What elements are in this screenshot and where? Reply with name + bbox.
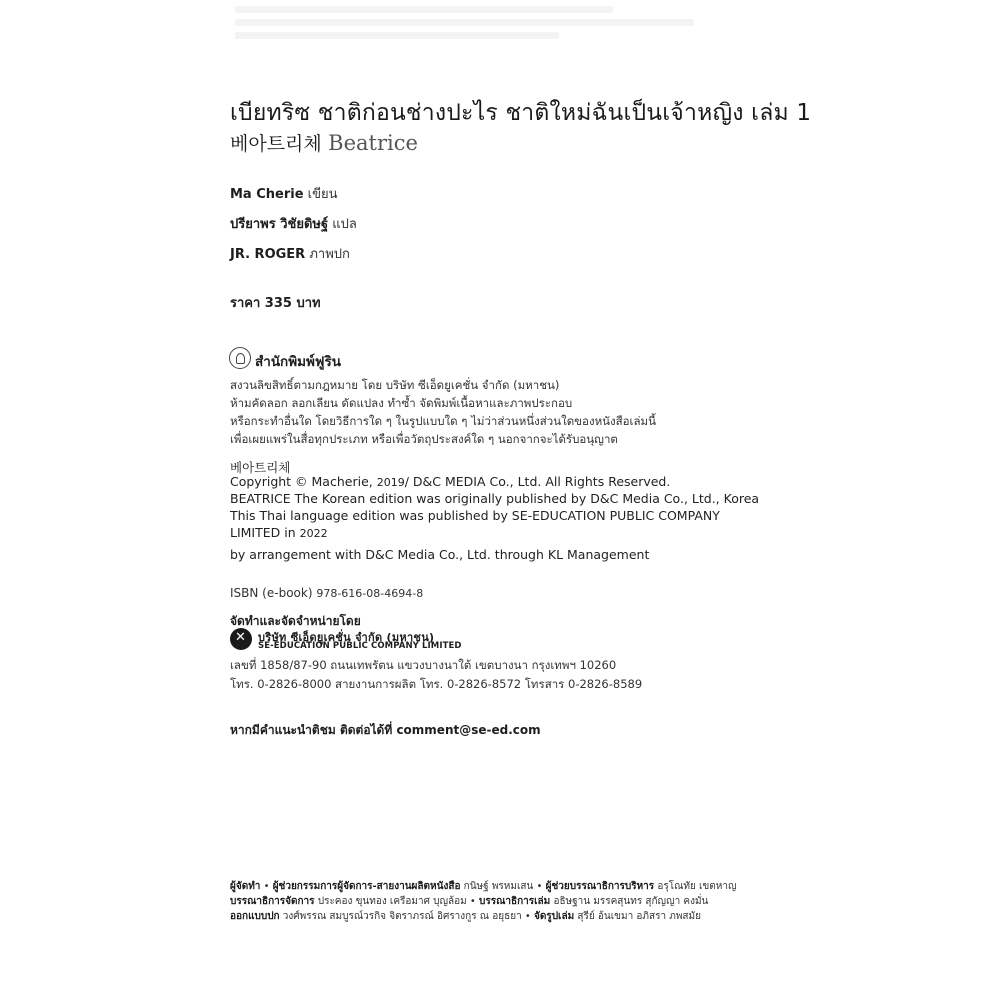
translator-name: ปรียาพร วิชัยดิษฐ์ <box>230 217 329 232</box>
book-title: เบียทริซ ชาติก่อนช่างปะไร ชาติใหม่ฉันเป็นเจ้าหญิง เล่ม 1 <box>230 100 812 126</box>
staff-role: ผู้ช่วยบรรณาธิการบริหาร <box>545 881 655 892</box>
bleed-through <box>235 0 775 46</box>
credit-translator <box>230 213 357 234</box>
author-role: เขียน <box>307 187 338 202</box>
staff-name: อธิษฐาน มรรคสุนทร สุกัญญา คงมั่น <box>553 896 709 907</box>
company-phone: โทร. 0-2826-8000 สายงานการผลิต โทร. 0-2826-8572 โทรสาร 0-2826-8589 <box>230 677 643 691</box>
credit-author <box>230 183 338 204</box>
staff-role: บรรณาธิการจัดการ <box>230 896 315 907</box>
isbn-number: 978-616-08-4694-8 <box>316 587 424 600</box>
staff-name: กนิษฐ์ พรหมเสน <box>463 881 534 892</box>
legal-line: เพื่อเผยแพร่ในสื่อทุกประเภท หรือเพื่อวัตถุประสงค์ใด ๆ นอกจากจะได้รับอนุญาต <box>230 432 618 446</box>
copyright-year: 2019 <box>376 476 405 489</box>
illustrator-role: ภาพปก <box>309 247 350 262</box>
isbn-label: ISBN (e-book) <box>230 586 313 600</box>
staff-name: ประคอง ขุนทอง เครือมาศ บุญล้อม <box>317 896 467 907</box>
distribution-label: จัดทำและจัดจำหน่ายโดย <box>230 614 361 628</box>
limited-year: 2022 <box>299 527 328 540</box>
edition-line: BEATRICE The Korean edition was originally published by D&C Media Co., Ltd., Korea <box>230 491 760 506</box>
staff-role: บรรณาธิการเล่ม <box>478 896 551 907</box>
se-ed-logo-icon <box>230 628 252 650</box>
copyright-post: / D&C MEDIA Co., Ltd. All Rights Reserved. <box>404 474 671 489</box>
staff-name: อรุโณทัย เขตหาญ <box>657 881 737 892</box>
arrangement-line: by arrangement with D&C Media Co., Ltd. through KL Management <box>230 547 650 562</box>
staff-role: ผู้จัดทำ <box>230 881 261 892</box>
credit-illustrator <box>230 243 350 264</box>
contact-line: หากมีคำแนะนำติชม ติดต่อได้ที่ comment@se-ed.com <box>230 723 541 737</box>
staff-name: สุรีย์ อ้นเขมา อภิสรา ภพสมัย <box>577 911 701 922</box>
staff-role: ออกแบบปก <box>230 911 280 922</box>
publisher-name: สำนักพิมพ์ฟูริน <box>255 354 341 370</box>
company-name-thai: บริษัท ซีเอ็ดยูเคชั่น จำกัด (มหาชน) <box>258 631 435 644</box>
legal-line: ห้ามคัดลอก ลอกเลียน ดัดแปลง ทำซ้ำ จัดพิมพ์เนื้อหาและภาพประกอบ <box>230 396 573 410</box>
original-title-korean: 베아트리체 <box>230 460 291 475</box>
limited-pre: LIMITED in <box>230 525 300 540</box>
subtitle-korean: 베아트리체 <box>230 133 322 155</box>
edition-line: This Thai language edition was published by SE-EDUCATION PUBLIC COMPANY <box>230 508 720 523</box>
company-address: เลขที่ 1858/87-90 ถนนเทพรัตน แขวงบางนาใต้ เขตบางนา กรุงเทพฯ 10260 <box>230 658 617 672</box>
publisher-logo-icon <box>229 347 251 369</box>
staff-role: จัดรูปเล่ม <box>533 911 575 922</box>
translator-role: แปล <box>332 217 357 232</box>
staff-role: ผู้ช่วยกรรมการผู้จัดการ-สายงานผลิตหนังสือ <box>272 881 461 892</box>
isbn <box>230 586 423 600</box>
limited-line <box>230 525 328 540</box>
staff-line: ผู้จัดทำ • ผู้ช่วยกรรมการผู้จัดการ-สายงานผลิตหนังสือ กนิษฐ์ พรหมเสน • ผู้ช่วยบรรณาธิการบริหาร อรุโณทัย เขตหาญ <box>230 881 737 892</box>
company-name-english: SE-EDUCATION PUBLIC COMPANY LIMITED <box>258 641 462 651</box>
price: ราคา 335 บาท <box>230 296 321 311</box>
illustrator-name: JR. ROGER <box>230 247 306 262</box>
staff-line: ออกแบบปก วงศ์พรรณ สมบูรณ์วรกิจ จิตราภรณ์ อิศรางกูร ณ อยุธยา • จัดรูปเล่ม สุรีย์ อ้นเขมา อภิสรา ภพสมัย <box>230 911 701 922</box>
subtitle-english: Beatrice <box>328 131 418 155</box>
copyright-pre: Copyright © Macherie, <box>230 474 377 489</box>
staff-line: บรรณาธิการจัดการ ประคอง ขุนทอง เครือมาศ บุญล้อม • บรรณาธิการเล่ม อธิษฐาน มรรคสุนทร สุกัญญา คงมั่น <box>230 896 709 907</box>
legal-line: สงวนลิขสิทธิ์ตามกฎหมาย โดย บริษัท ซีเอ็ดยูเคชั่น จำกัด (มหาชน) <box>230 378 560 392</box>
author-name: Ma Cherie <box>230 187 304 202</box>
staff-name: วงศ์พรรณ สมบูรณ์วรกิจ จิตราภรณ์ อิศรางกูร ณ อยุธยา <box>282 911 522 922</box>
book-subtitle <box>230 129 418 156</box>
copyright-line <box>230 474 670 489</box>
legal-line: หรือกระทำอื่นใด โดยวิธีการใด ๆ ในรูปแบบใด ๆ ไม่ว่าส่วนหนึ่งส่วนใดของหนังสือเล่มนี้ <box>230 414 656 428</box>
